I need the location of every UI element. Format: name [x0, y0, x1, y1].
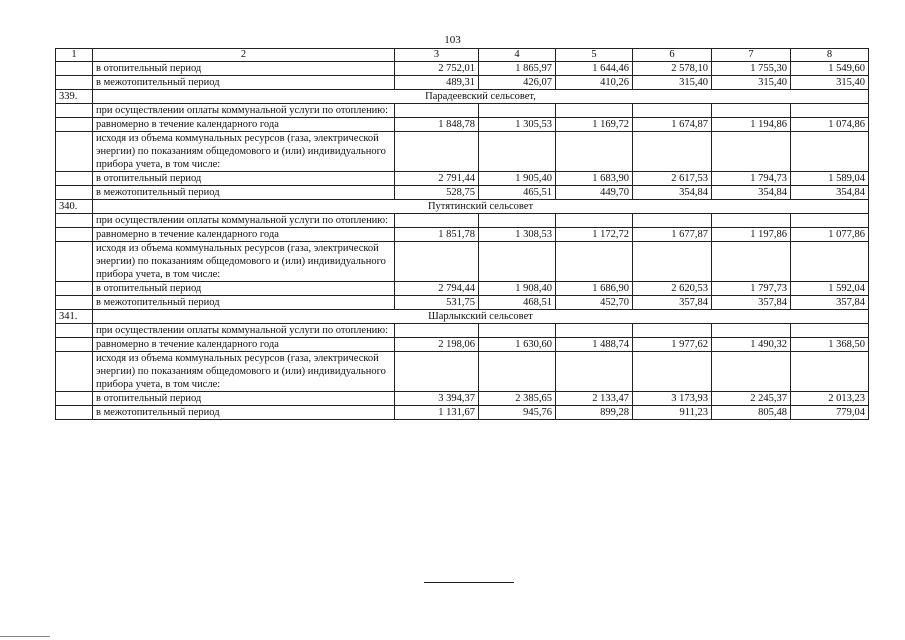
value-cell: 805,48 — [712, 406, 791, 420]
value-cell — [633, 132, 712, 172]
row-label: в межотопительный период — [93, 296, 395, 310]
value-cell: 3 173,93 — [633, 392, 712, 406]
value-cell: 911,23 — [633, 406, 712, 420]
section-index: 340. — [56, 200, 93, 214]
header-cell: 1 — [56, 49, 93, 62]
row-label: при осуществлении оплаты коммунальной услуги по отоплению: — [93, 104, 395, 118]
row-label: в отопительный период — [93, 62, 395, 76]
value-cell: 2 791,44 — [395, 172, 479, 186]
table-row — [56, 282, 869, 296]
value-cell — [712, 352, 791, 392]
row-label: равномерно в течение календарного года — [93, 118, 395, 132]
value-cell: 2 385,65 — [479, 392, 556, 406]
value-cell: 1 194,86 — [712, 118, 791, 132]
table-row — [56, 76, 869, 90]
row-label: в отопительный период — [93, 172, 395, 186]
tariff-table — [55, 48, 869, 420]
value-cell: 1 077,86 — [791, 228, 869, 242]
table-row — [56, 62, 869, 76]
value-cell — [791, 352, 869, 392]
index-cell — [56, 406, 93, 420]
row-label: в отопительный период — [93, 392, 395, 406]
index-cell — [56, 214, 93, 228]
row-label: в отопительный период — [93, 282, 395, 296]
row-label: в межотопительный период — [93, 186, 395, 200]
value-cell — [395, 104, 479, 118]
value-cell — [791, 214, 869, 228]
row-label: в межотопительный период — [93, 76, 395, 90]
value-cell: 2 133,47 — [556, 392, 633, 406]
value-cell — [556, 132, 633, 172]
value-cell — [712, 132, 791, 172]
value-cell — [791, 104, 869, 118]
value-cell — [479, 324, 556, 338]
value-cell: 410,26 — [556, 76, 633, 90]
value-cell — [556, 352, 633, 392]
index-cell — [56, 242, 93, 282]
value-cell: 1 131,67 — [395, 406, 479, 420]
value-cell: 357,84 — [633, 296, 712, 310]
table-row — [56, 118, 869, 132]
section-title: Шарлыкский сельсовет — [93, 310, 869, 324]
value-cell — [479, 104, 556, 118]
value-cell: 2 752,01 — [395, 62, 479, 76]
value-cell: 315,40 — [633, 76, 712, 90]
index-cell — [56, 296, 93, 310]
value-cell — [395, 132, 479, 172]
value-cell — [479, 242, 556, 282]
value-cell: 468,51 — [479, 296, 556, 310]
section-index: 341. — [56, 310, 93, 324]
value-cell — [791, 242, 869, 282]
header-cell: 3 — [395, 49, 479, 62]
value-cell: 1 308,53 — [479, 228, 556, 242]
value-cell: 1 197,86 — [712, 228, 791, 242]
footer-divider — [424, 582, 514, 583]
table-row — [56, 172, 869, 186]
table-row — [56, 186, 869, 200]
index-cell — [56, 118, 93, 132]
table-row — [56, 392, 869, 406]
value-cell: 2 013,23 — [791, 392, 869, 406]
value-cell: 1 592,04 — [791, 282, 869, 296]
index-cell — [56, 104, 93, 118]
value-cell: 1 305,53 — [479, 118, 556, 132]
value-cell: 1 549,60 — [791, 62, 869, 76]
value-cell — [633, 352, 712, 392]
value-cell: 1 908,40 — [479, 282, 556, 296]
value-cell: 1 848,78 — [395, 118, 479, 132]
value-cell: 1 977,62 — [633, 338, 712, 352]
row-label: равномерно в течение календарного года — [93, 338, 395, 352]
table-row — [56, 214, 869, 228]
section-row — [56, 200, 869, 214]
value-cell — [633, 104, 712, 118]
index-cell — [56, 228, 93, 242]
table-row — [56, 242, 869, 282]
value-cell: 899,28 — [556, 406, 633, 420]
value-cell — [395, 242, 479, 282]
value-cell: 3 394,37 — [395, 392, 479, 406]
index-cell — [56, 338, 93, 352]
value-cell: 1 172,72 — [556, 228, 633, 242]
header-cell: 5 — [556, 49, 633, 62]
value-cell: 354,84 — [712, 186, 791, 200]
value-cell: 489,31 — [395, 76, 479, 90]
value-cell: 1 865,97 — [479, 62, 556, 76]
value-cell: 1 644,46 — [556, 62, 633, 76]
header-cell: 2 — [93, 49, 395, 62]
value-cell: 315,40 — [791, 76, 869, 90]
value-cell: 1 905,40 — [479, 172, 556, 186]
value-cell: 2 794,44 — [395, 282, 479, 296]
value-cell: 1 074,86 — [791, 118, 869, 132]
value-cell: 2 617,53 — [633, 172, 712, 186]
row-label: исходя из объема коммунальных ресурсов (газа, электрической энергии) по показаниям общедомового и (или) индивидуального прибора учета, в том числе: — [93, 352, 395, 392]
value-cell — [556, 324, 633, 338]
value-cell — [633, 214, 712, 228]
index-cell — [56, 172, 93, 186]
value-cell — [395, 352, 479, 392]
header-cell: 6 — [633, 49, 712, 62]
index-cell — [56, 186, 93, 200]
row-label: в межотопительный период — [93, 406, 395, 420]
value-cell: 426,07 — [479, 76, 556, 90]
value-cell: 1 677,87 — [633, 228, 712, 242]
row-label: исходя из объема коммунальных ресурсов (газа, электрической энергии) по показаниям общедомового и (или) индивидуального прибора учета, в том числе: — [93, 242, 395, 282]
value-cell: 1 488,74 — [556, 338, 633, 352]
table-row — [56, 352, 869, 392]
value-cell — [479, 214, 556, 228]
value-cell — [633, 324, 712, 338]
value-cell: 1 794,73 — [712, 172, 791, 186]
value-cell: 452,70 — [556, 296, 633, 310]
section-row — [56, 310, 869, 324]
value-cell: 531,75 — [395, 296, 479, 310]
table-row — [56, 296, 869, 310]
value-cell: 528,75 — [395, 186, 479, 200]
value-cell: 1 589,04 — [791, 172, 869, 186]
value-cell: 2 198,06 — [395, 338, 479, 352]
value-cell: 357,84 — [791, 296, 869, 310]
table-row — [56, 406, 869, 420]
value-cell: 1 683,90 — [556, 172, 633, 186]
index-cell — [56, 352, 93, 392]
value-cell — [556, 104, 633, 118]
value-cell — [395, 214, 479, 228]
value-cell — [712, 242, 791, 282]
value-cell: 1 686,90 — [556, 282, 633, 296]
value-cell: 1 674,87 — [633, 118, 712, 132]
row-label: равномерно в течение календарного года — [93, 228, 395, 242]
value-cell — [791, 132, 869, 172]
value-cell: 1 490,32 — [712, 338, 791, 352]
value-cell: 449,70 — [556, 186, 633, 200]
value-cell: 2 245,37 — [712, 392, 791, 406]
value-cell — [556, 242, 633, 282]
table-row — [56, 324, 869, 338]
section-title: Парадеевский сельсовет, — [93, 90, 869, 104]
value-cell — [712, 214, 791, 228]
value-cell: 1 797,73 — [712, 282, 791, 296]
value-cell: 2 620,53 — [633, 282, 712, 296]
table-row — [56, 104, 869, 118]
value-cell: 779,04 — [791, 406, 869, 420]
page-number: 103 — [444, 34, 461, 46]
table-row — [56, 228, 869, 242]
row-label: при осуществлении оплаты коммунальной услуги по отоплению: — [93, 214, 395, 228]
value-cell: 1 630,60 — [479, 338, 556, 352]
value-cell: 1 169,72 — [556, 118, 633, 132]
value-cell — [479, 132, 556, 172]
table-row — [56, 132, 869, 172]
value-cell — [712, 104, 791, 118]
value-cell: 2 578,10 — [633, 62, 712, 76]
value-cell: 354,84 — [791, 186, 869, 200]
value-cell — [712, 324, 791, 338]
value-cell: 1 851,78 — [395, 228, 479, 242]
value-cell — [633, 242, 712, 282]
value-cell: 465,51 — [479, 186, 556, 200]
value-cell: 1 755,30 — [712, 62, 791, 76]
table-row — [56, 338, 869, 352]
section-index: 339. — [56, 90, 93, 104]
header-cell: 8 — [791, 49, 869, 62]
value-cell — [479, 352, 556, 392]
header-cell: 4 — [479, 49, 556, 62]
header-row — [56, 49, 869, 62]
index-cell — [56, 76, 93, 90]
index-cell — [56, 392, 93, 406]
value-cell: 354,84 — [633, 186, 712, 200]
value-cell — [791, 324, 869, 338]
index-cell — [56, 132, 93, 172]
value-cell: 945,76 — [479, 406, 556, 420]
value-cell: 357,84 — [712, 296, 791, 310]
index-cell — [56, 282, 93, 296]
index-cell — [56, 324, 93, 338]
row-label: исходя из объема коммунальных ресурсов (газа, электрической энергии) по показаниям общедомового и (или) индивидуального прибора учета, в том числе: — [93, 132, 395, 172]
section-title: Путятинский сельсовет — [93, 200, 869, 214]
value-cell — [556, 214, 633, 228]
index-cell — [56, 62, 93, 76]
header-cell: 7 — [712, 49, 791, 62]
section-row — [56, 90, 869, 104]
value-cell — [395, 324, 479, 338]
corner-divider — [0, 636, 50, 637]
row-label: при осуществлении оплаты коммунальной услуги по отоплению: — [93, 324, 395, 338]
value-cell: 1 368,50 — [791, 338, 869, 352]
value-cell: 315,40 — [712, 76, 791, 90]
